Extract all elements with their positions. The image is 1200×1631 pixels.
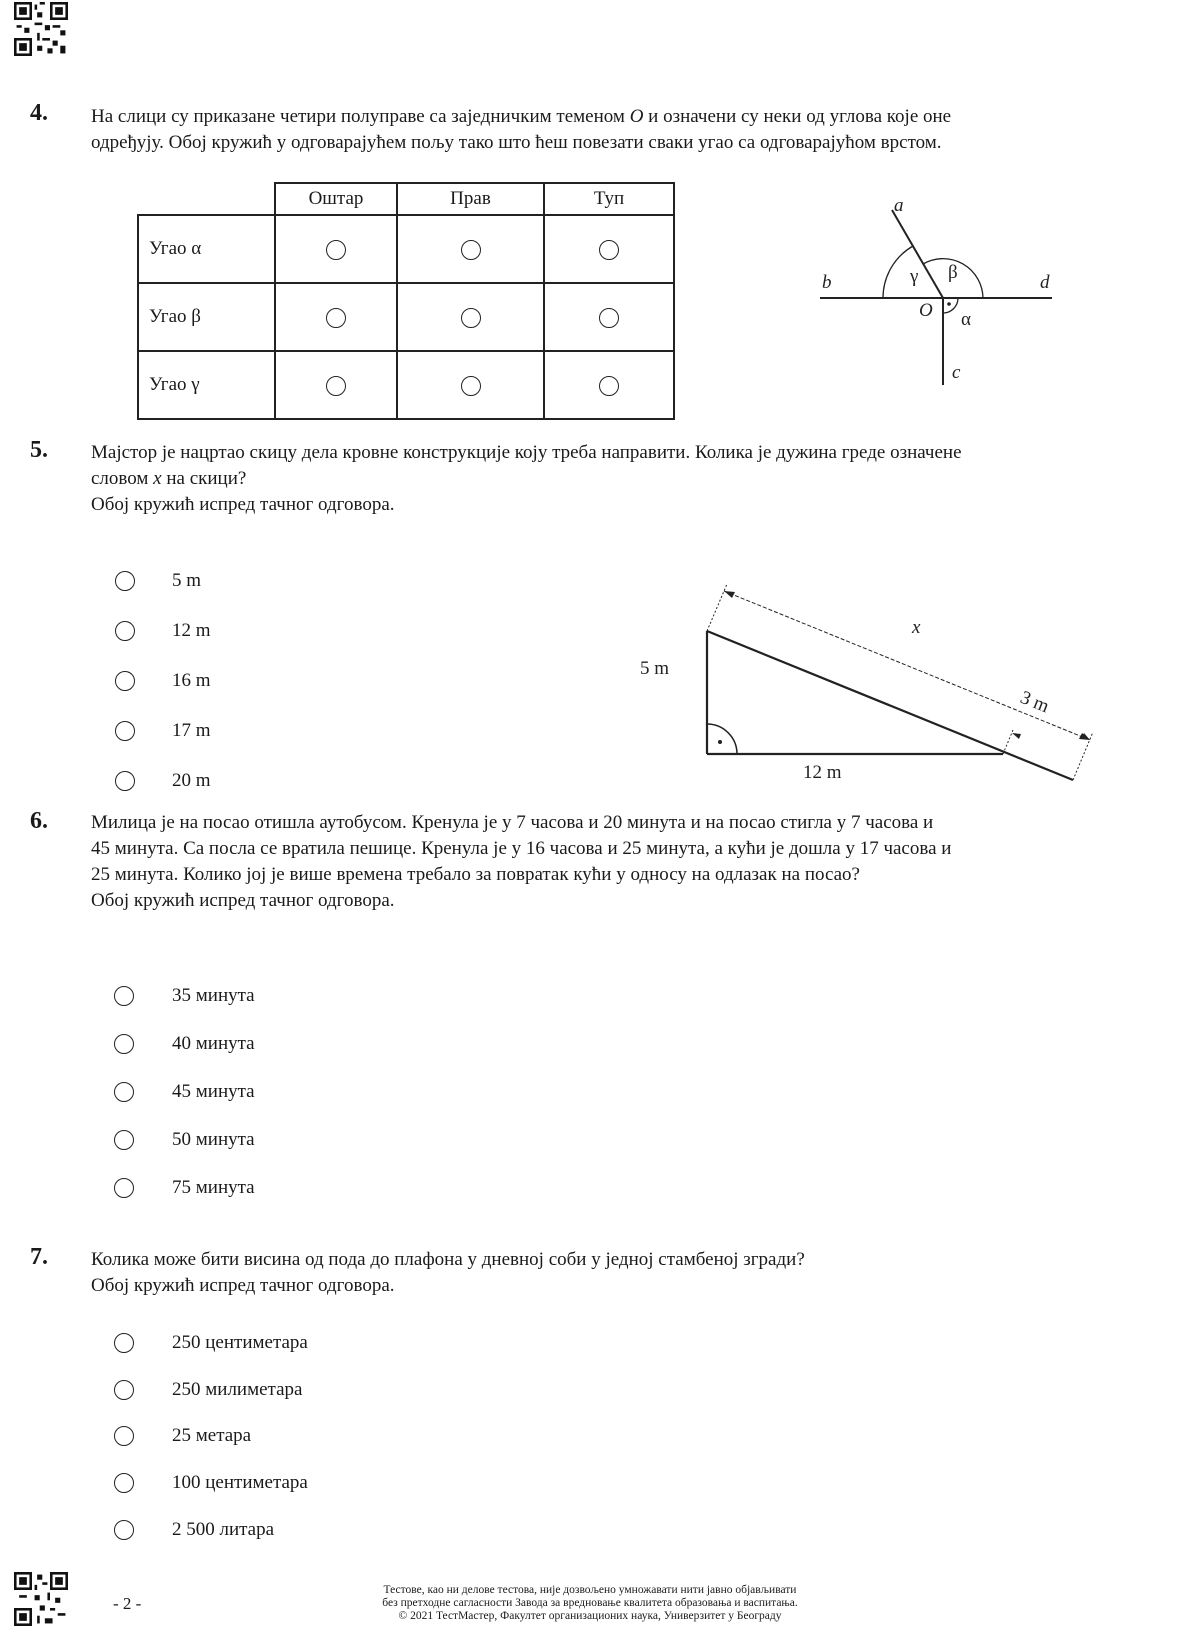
q4-text bbox=[91, 104, 1091, 156]
copyright-footer bbox=[300, 1584, 880, 1623]
arc-alpha bbox=[943, 298, 958, 313]
q6-line2: 45 минута. Са посла се вратила пешице. Кренула је у 16 часова и 25 минута, а кући је дошла у 17 часова и bbox=[91, 838, 952, 859]
q5-option-5-radio[interactable] bbox=[115, 771, 135, 791]
q4-col-right: Прав bbox=[397, 183, 544, 215]
q4-alpha-obtuse-radio[interactable] bbox=[599, 240, 619, 260]
q4-gamma-acute-radio[interactable] bbox=[326, 376, 346, 396]
q4-angle-table bbox=[137, 182, 675, 420]
q7-option-1-label: 250 центиметара bbox=[172, 1332, 308, 1353]
height-label: 5 m bbox=[640, 658, 670, 679]
q5-option-4-radio[interactable] bbox=[115, 721, 135, 741]
q5-option-2-radio[interactable] bbox=[115, 621, 135, 641]
right-angle-dot bbox=[718, 740, 722, 744]
q5-option-3-label: 16 m bbox=[172, 670, 211, 691]
page-number: - 2 - bbox=[113, 1594, 142, 1613]
q7-text bbox=[91, 1247, 1091, 1299]
label-a: a bbox=[894, 195, 904, 216]
q5-line3: Обој кружић испред тачног одговора. bbox=[91, 494, 395, 515]
q6-option-2-label: 40 минута bbox=[172, 1033, 255, 1054]
q5-option-1-radio[interactable] bbox=[115, 571, 135, 591]
base-label: 12 m bbox=[803, 762, 842, 783]
q5-text bbox=[91, 440, 1091, 518]
footer-line1: Тестове, као ни делове тестова, није дозвољено умножавати нити јавно објављивати bbox=[383, 1584, 797, 1596]
q4-line2: одређују. Обој кружић у одговарајућем пољу тако што ћеш повезати сваки угао са одговарајућом врстом. bbox=[91, 132, 942, 153]
q4-line1-b: и означени су неки од углова које оне bbox=[643, 106, 952, 127]
q4-number: 4. bbox=[30, 100, 48, 126]
q7-option-5-radio[interactable] bbox=[114, 1520, 134, 1540]
q6-line1: Милица је на посао отишла аутобусом. Кренула је у 7 часова и 20 минута и на посао стигла у 7 часова и bbox=[91, 812, 934, 833]
ext-arrow-start bbox=[1012, 733, 1021, 739]
q4-angle-figure bbox=[800, 195, 1060, 395]
qr-code-bottom bbox=[14, 1572, 68, 1626]
q4-gamma-obtuse-radio[interactable] bbox=[599, 376, 619, 396]
q6-option-2-radio[interactable] bbox=[114, 1034, 134, 1054]
q6-option-3-label: 45 минута bbox=[172, 1081, 255, 1102]
label-alpha: α bbox=[961, 309, 971, 330]
q7-option-2-radio[interactable] bbox=[114, 1380, 134, 1400]
q6-text bbox=[91, 810, 1091, 914]
label-c: c bbox=[952, 362, 961, 383]
label-d: d bbox=[1040, 272, 1050, 293]
right-angle-dot bbox=[947, 302, 951, 306]
q4-gamma-right-radio[interactable] bbox=[461, 376, 481, 396]
q4-line1-a: На слици су приказане четири полуправе са заједничким теменом bbox=[91, 106, 630, 127]
q6-option-4-label: 50 минута bbox=[172, 1129, 255, 1150]
q4-beta-acute-radio[interactable] bbox=[326, 308, 346, 328]
q6-option-4-radio[interactable] bbox=[114, 1130, 134, 1150]
q4-beta-right-radio[interactable] bbox=[461, 308, 481, 328]
extension-label: 3 m bbox=[1017, 686, 1052, 718]
q4-beta-obtuse-radio[interactable] bbox=[599, 308, 619, 328]
q5-var-x: x bbox=[153, 468, 162, 489]
q6-option-5-radio[interactable] bbox=[114, 1178, 134, 1198]
q5-option-2-label: 12 m bbox=[172, 620, 211, 641]
ext-line-mid bbox=[1003, 730, 1013, 754]
arc-gamma bbox=[883, 246, 913, 298]
label-beta: β bbox=[948, 262, 958, 283]
q5-option-4-label: 17 m bbox=[172, 720, 211, 741]
q4-row-alpha-label: Угао α bbox=[138, 215, 275, 283]
q7-option-4-label: 100 центиметара bbox=[172, 1472, 308, 1493]
q6-option-3-radio[interactable] bbox=[114, 1082, 134, 1102]
q7-option-2-label: 250 милиметара bbox=[172, 1379, 303, 1400]
label-gamma: γ bbox=[910, 266, 919, 287]
q6-option-5-label: 75 минута bbox=[172, 1177, 255, 1198]
q4-row-beta-label: Угао β bbox=[138, 283, 275, 351]
q4-row-gamma-label: Угао γ bbox=[138, 351, 275, 419]
q6-option-1-label: 35 минута bbox=[172, 985, 255, 1006]
right-angle-arc bbox=[707, 724, 737, 754]
q5-roof-figure bbox=[640, 570, 1100, 800]
q4-corner-cell bbox=[138, 183, 275, 215]
q6-line3: 25 минута. Колико јој је више времена требало за повратак кући у односу на одлазак на посао? bbox=[91, 864, 860, 885]
q4-alpha-right-radio[interactable] bbox=[461, 240, 481, 260]
q4-col-acute: Оштар bbox=[275, 183, 397, 215]
q5-option-1-label: 5 m bbox=[172, 570, 202, 591]
q7-number: 7. bbox=[30, 1244, 48, 1270]
q5-line2-a: словом bbox=[91, 468, 154, 489]
q4-alpha-acute-radio[interactable] bbox=[326, 240, 346, 260]
q5-option-5-label: 20 m bbox=[172, 770, 211, 791]
q5-number: 5. bbox=[30, 437, 48, 463]
qr-code-top bbox=[14, 2, 68, 56]
q7-option-5-label: 2 500 литара bbox=[172, 1519, 275, 1540]
q7-option-3-label: 25 метара bbox=[172, 1425, 252, 1446]
footer-line2: без претходне сагласности Завода за вредновање квалитета образовања и васпитања. bbox=[382, 1597, 798, 1609]
q4-col-obtuse: Туп bbox=[544, 183, 674, 215]
q6-option-1-radio[interactable] bbox=[114, 986, 134, 1006]
q4-vertex-o: O bbox=[629, 106, 644, 127]
q5-option-3-radio[interactable] bbox=[115, 671, 135, 691]
q5-line2-b: на скици? bbox=[161, 468, 247, 489]
x-dimension-line bbox=[724, 591, 1090, 740]
label-b: b bbox=[822, 272, 832, 293]
q6-line4: Обој кружић испред тачног одговора. bbox=[91, 890, 395, 911]
q7-line1: Колика може бити висина од пода до плафона у дневној соби у једној стамбеној згради? bbox=[91, 1249, 805, 1270]
q6-number: 6. bbox=[30, 808, 48, 834]
q7-option-3-radio[interactable] bbox=[114, 1426, 134, 1446]
q7-option-1-radio[interactable] bbox=[114, 1333, 134, 1353]
q7-line2: Обој кружић испред тачног одговора. bbox=[91, 1275, 395, 1296]
q7-option-4-radio[interactable] bbox=[114, 1473, 134, 1493]
label-o: O bbox=[919, 300, 933, 321]
footer-line3: © 2021 ТестМастер, Факултет организационих наука, Универзитет у Београду bbox=[398, 1610, 782, 1622]
beam-label: x bbox=[912, 617, 921, 638]
x-arrow-start bbox=[724, 591, 735, 598]
q5-line1: Мајстор је нацртао скицу дела кровне конструкције коју треба направити. Колика је дужина греде означене bbox=[91, 442, 962, 463]
